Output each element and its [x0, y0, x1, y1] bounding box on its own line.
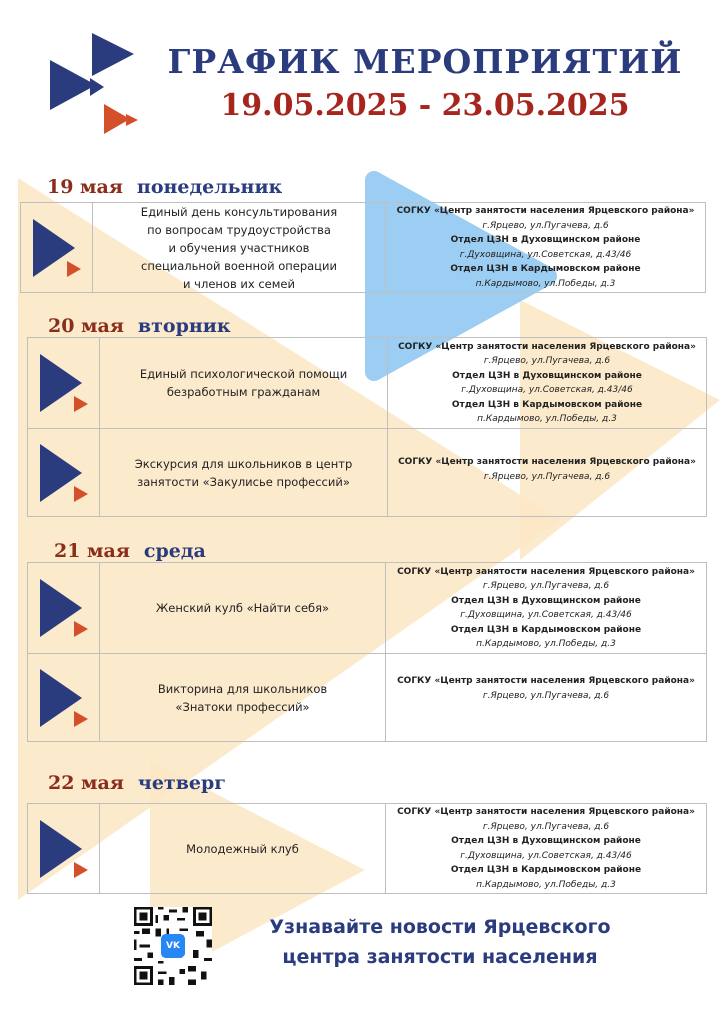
table-row: [28, 804, 706, 893]
event-line: Единый психологической помощи: [139, 367, 348, 381]
venue-org: Отдел ЦЗН в Духовщинском районе: [450, 235, 641, 245]
event-line: по вопросам трудоустройства: [147, 222, 331, 237]
venue-address: г.Духовщина, ул.Советская, д.43/46: [460, 850, 632, 861]
row-icon: [28, 654, 99, 741]
event-line: Единый день консультирования: [140, 204, 338, 219]
play-icon: [29, 215, 85, 281]
table-row: [28, 653, 706, 741]
event-venues: [387, 429, 706, 516]
venue-org: Отдел ЦЗН в Духовщинском районе: [452, 370, 642, 381]
footer-message: [250, 912, 630, 972]
venue-address: г.Ярцево, ул.Пугачева, д.6: [483, 471, 611, 482]
day-header: [48, 315, 231, 337]
day-header: [48, 772, 226, 794]
event-line: Викторина для школьников: [157, 681, 328, 696]
venue-org: Отдел ЦЗН в Кардымовском районе: [450, 264, 641, 274]
event-title: [99, 563, 385, 653]
row-icon: [28, 338, 99, 428]
venue-org: СОГКУ «Центр занятости населения Ярцевского района»: [397, 807, 695, 817]
event-line: безработным гражданам: [166, 385, 321, 399]
venue-address: г.Ярцево, ул.Пугачева, д.6: [482, 581, 610, 591]
event-line: «Знатоки профессий»: [175, 699, 310, 714]
play-icon: [36, 350, 92, 416]
row-icon: [28, 429, 99, 516]
venue-org: Отдел ЦЗН в Духовщинском районе: [451, 836, 641, 846]
venue-address: п.Кардымово, ул.Победы, д.3: [475, 278, 616, 289]
venue-org: СОГКУ «Центр занятости населения Ярцевского района»: [396, 206, 695, 216]
day-date: 20 мая: [48, 315, 124, 337]
vk-badge: VK: [166, 941, 180, 951]
event-title: [92, 203, 385, 292]
page-title: [160, 40, 690, 128]
event-title: [99, 804, 385, 893]
table-row: [28, 563, 706, 653]
venue-address: г.Духовщина, ул.Советская, д.43/46: [460, 610, 632, 620]
event-line: и членов их семей: [183, 276, 295, 291]
venue-org: Отдел ЦЗН в Духовщинском районе: [451, 595, 641, 606]
row-icon: [28, 563, 99, 653]
event-venues: [385, 654, 706, 741]
day-weekday: среда: [143, 540, 206, 562]
day-header: [47, 176, 282, 198]
venue-org: СОГКУ «Центр занятости населения Ярцевского района»: [398, 457, 696, 467]
event-line: Молодежный клуб: [186, 841, 299, 856]
row-icon: [21, 203, 92, 292]
logo-icon: [46, 30, 146, 135]
venue-address: п.Кардымово, ул.Победы, д.3: [477, 414, 617, 424]
venue-org: Отдел ЦЗН в Кардымовском районе: [450, 865, 642, 875]
event-venues: [385, 804, 706, 893]
venue-address: г.Духовщина, ул.Советская, д.43/46: [461, 385, 633, 395]
table-row: [28, 428, 706, 516]
venue-address: п.Кардымово, ул.Победы, д.3: [476, 879, 616, 890]
day-date: 19 мая: [47, 176, 123, 198]
table-row: [28, 338, 706, 428]
event-line: специальной военной операции: [141, 258, 337, 273]
title-date-range: 19.05.2025 - 23.05.2025: [220, 88, 630, 123]
venue-address: г.Ярцево, ул.Пугачева, д.6: [483, 356, 611, 366]
play-icon: [36, 665, 92, 731]
day-date: 22 мая: [48, 772, 124, 794]
footer-line: центра занятости населения: [282, 946, 598, 968]
day-weekday: понедельник: [136, 176, 283, 198]
event-line: и обучения участников: [168, 240, 310, 255]
event-venues: [387, 338, 706, 428]
event-title: [99, 429, 387, 516]
event-title: [99, 654, 385, 741]
event-title: [99, 338, 387, 428]
event-line: Женский кулб «Найти себя»: [155, 601, 330, 615]
schedule-table: [27, 337, 707, 517]
day-header: [54, 540, 206, 562]
day-date: 21 мая: [54, 540, 130, 562]
schedule-table: [20, 202, 706, 293]
table-row: [21, 203, 705, 292]
venue-address: п.Кардымово, ул.Победы, д.3: [476, 639, 616, 649]
venue-address: г.Ярцево, ул.Пугачева, д.6: [482, 220, 609, 231]
day-weekday: вторник: [137, 315, 231, 337]
venue-org: Отдел ЦЗН в Кардымовском районе: [451, 399, 643, 410]
day-weekday: четверг: [137, 772, 226, 794]
venue-address: г.Ярцево, ул.Пугачева, д.6: [482, 690, 610, 701]
venue-org: СОГКУ «Центр занятости населения Ярцевского района»: [397, 676, 695, 686]
play-icon: [36, 816, 92, 882]
footer-line: Узнавайте новости Ярцевского: [269, 916, 611, 938]
venue-org: Отдел ЦЗН в Кардымовском районе: [450, 624, 642, 635]
schedule-table: [27, 803, 707, 894]
play-icon: [36, 575, 92, 641]
event-line: занятости «Закулисье профессий»: [137, 474, 350, 489]
row-icon: [28, 804, 99, 893]
event-venues: [385, 203, 705, 292]
event-line: Экскурсия для школьников в центр: [134, 456, 353, 471]
venue-address: г.Ярцево, ул.Пугачева, д.6: [482, 821, 610, 832]
venue-org: СОГКУ «Центр занятости населения Ярцевского района»: [398, 341, 696, 352]
venue-address: г.Духовщина, ул.Советская, д.43/46: [459, 249, 632, 260]
title-heading: ГРАФИК МЕРОПРИЯТИЙ: [167, 42, 683, 81]
play-icon: [36, 440, 92, 506]
event-venues: [385, 563, 706, 653]
venue-org: СОГКУ «Центр занятости населения Ярцевского района»: [397, 566, 695, 577]
schedule-table: [27, 562, 707, 742]
